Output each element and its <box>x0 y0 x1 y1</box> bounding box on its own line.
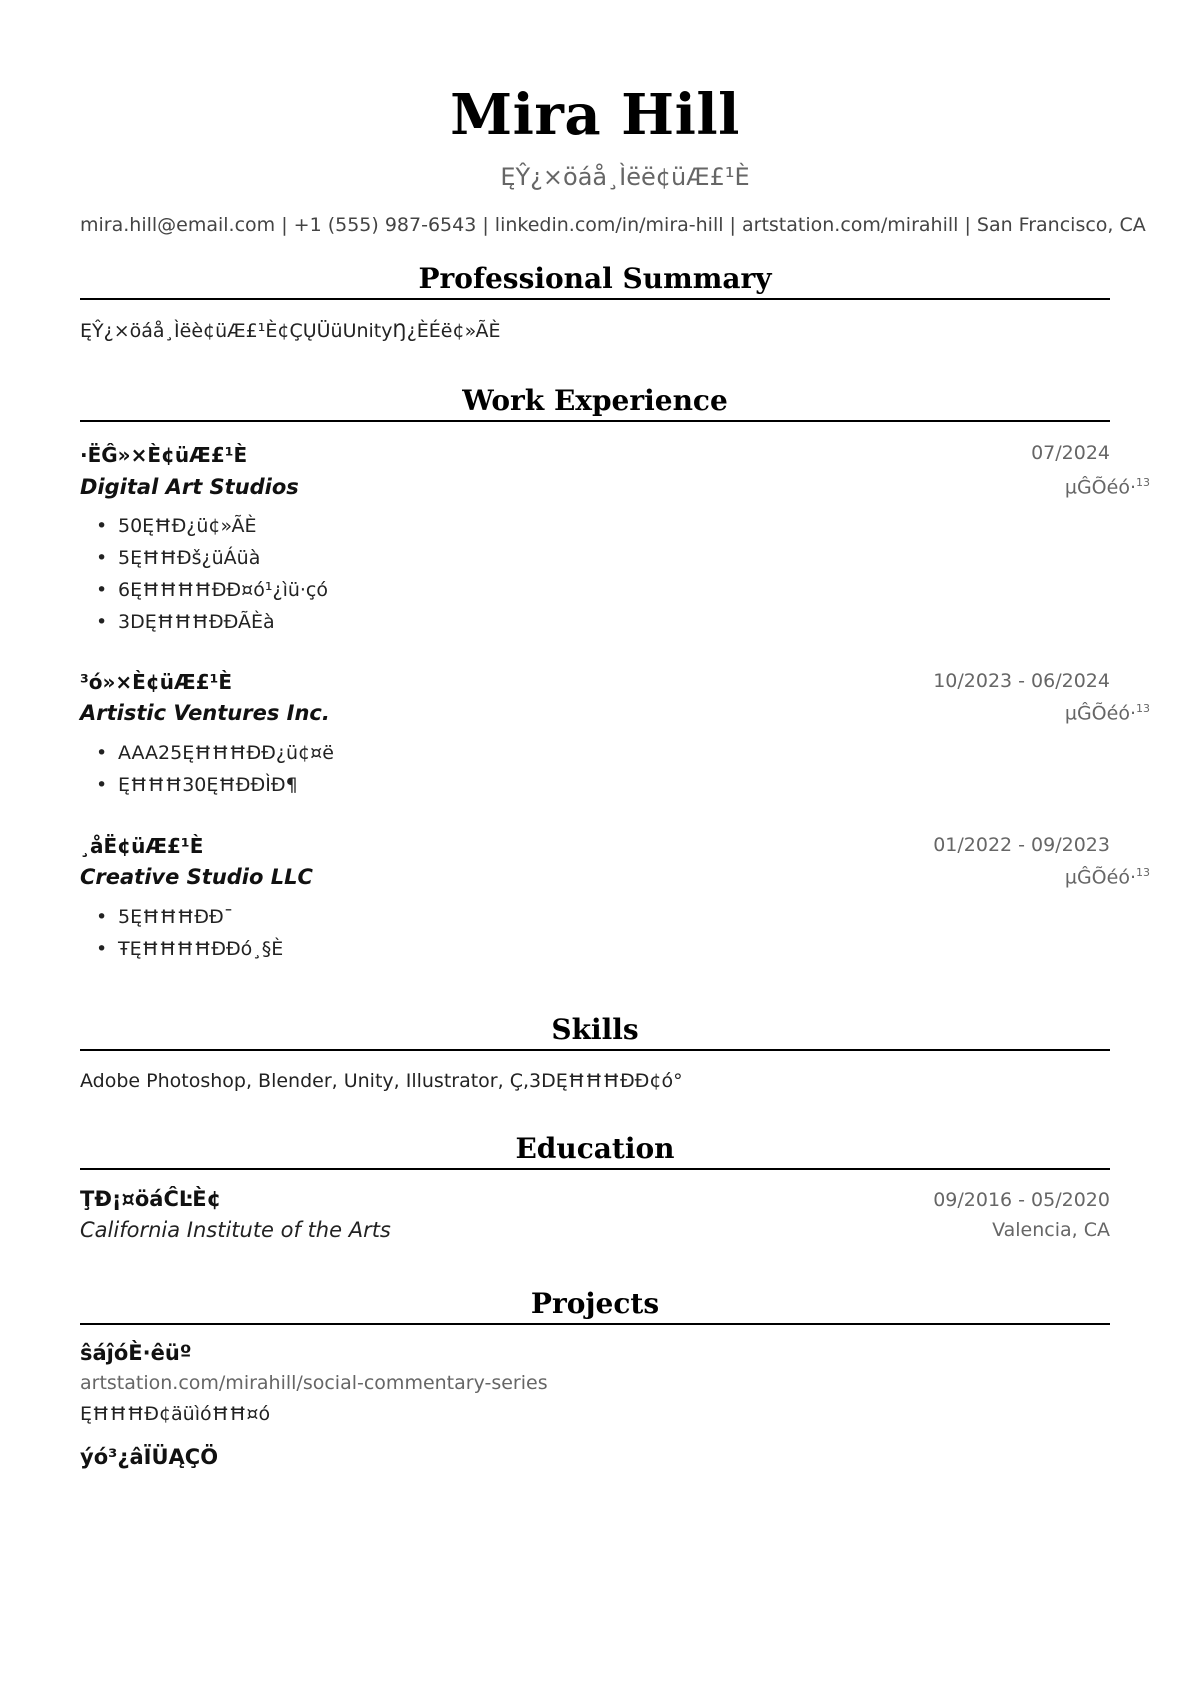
job-location: µĜÕéó·$^{13}$ <box>1064 702 1150 725</box>
skills-rule <box>80 1049 1110 1051</box>
job-bullet: • AAA25ĘĦĦĦÐÐ¿ü¢¤ë <box>96 742 334 764</box>
job-bullet: • 5ĘĦĦÐš¿üÁüà <box>96 547 261 569</box>
job-bullet: • 5ĘĦĦĦÐÐ¯ <box>96 906 234 928</box>
job-company: Artistic Ventures Inc. <box>80 701 330 725</box>
job-dates: 01/2022 - 09/2023 <box>933 834 1110 856</box>
projects-heading: Projects <box>530 1287 660 1320</box>
job-company: Creative Studio LLC <box>80 865 313 889</box>
education-school: California Institute of the Arts <box>80 1218 391 1242</box>
job-bullet: • ĘĦĦĦ30ĘĦÐÐÌÐ¶ <box>96 774 298 796</box>
skills-heading: Skills <box>551 1013 639 1046</box>
candidate-subtitle: ĘŶ¿×öáå¸Ìëë¢üÆ£¹È <box>500 163 750 191</box>
project-title: ŝáĵóÈ·êüº <box>80 1341 192 1365</box>
job-bullet: • ŦĘĦĦĦĦÐÐó¸§È <box>96 938 284 960</box>
work-rule <box>80 420 1110 422</box>
project-description: ĘĦĦĦÐ¢äüìóĦĦ¤ó <box>80 1403 271 1425</box>
job-dates: 07/2024 <box>1031 442 1110 464</box>
contact-line: mira.hill@email.com | +1 (555) 987-6543 | linkedin.com/in/mira-hill | artstation.com/mirahill | San Francisco, CA <box>80 214 1146 236</box>
job-bullet: • 3DĘĦĦĦÐÐÃÈà <box>96 611 275 633</box>
education-location: Valencia, CA <box>992 1219 1110 1241</box>
job-location: µĜÕéó·$^{13}$ <box>1064 476 1150 499</box>
job-bullet: • 50ĘĦÐ¿ü¢»ÃÈ <box>96 515 257 537</box>
job-company: Digital Art Studios <box>80 475 299 499</box>
candidate-name: Mira Hill <box>450 82 740 148</box>
job-location: µĜÕéó·$^{13}$ <box>1064 866 1150 889</box>
job-title: ³ó»×È¢üÆ£¹È <box>80 670 233 694</box>
projects-rule <box>80 1323 1110 1325</box>
job-title: ¸åË¢üÆ£¹È <box>80 834 204 858</box>
summary-heading: Professional Summary <box>418 262 772 295</box>
summary-text: ĘŶ¿×öáå¸Ìëè¢üÆ£¹È¢ÇŲÜüUnityŊ¿ÈÉë¢»ÃÈ <box>80 320 501 342</box>
project-link[interactable]: artstation.com/mirahill/social-commentary-series <box>80 1372 548 1394</box>
job-dates: 10/2023 - 06/2024 <box>933 670 1110 692</box>
job-bullet: • 6ĘĦĦĦĦÐÐ¤ó¹¿ìü·çó <box>96 579 329 601</box>
job-title: ·ËĜ»×È¢üÆ£¹È <box>80 443 248 467</box>
education-heading: Education <box>515 1132 675 1165</box>
education-rule <box>80 1168 1110 1170</box>
project-title: ýó³¿âÏÜĄÇÖ <box>80 1445 219 1469</box>
summary-rule <box>80 298 1110 300</box>
education-dates: 09/2016 - 05/2020 <box>933 1189 1110 1211</box>
work-heading: Work Experience <box>462 384 728 417</box>
skills-text: Adobe Photoshop, Blender, Unity, Illustrator, Ç,3DĘĦĦĦÐÐ¢ó° <box>80 1070 683 1092</box>
education-degree: ŢĐ¡¤öáĈĿÈ¢ <box>80 1187 222 1211</box>
